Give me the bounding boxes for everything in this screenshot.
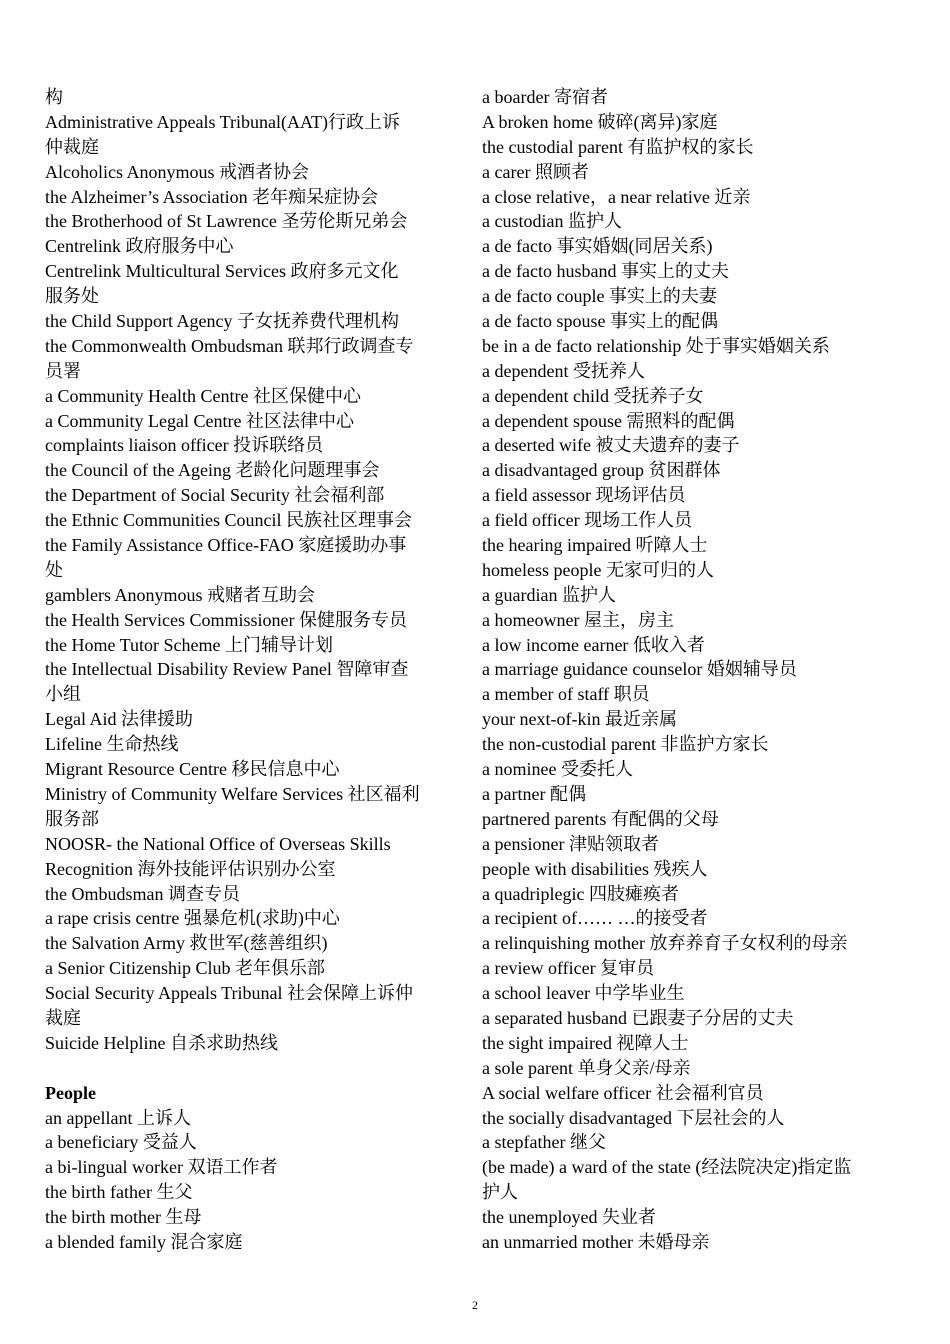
- glossary-line: a de facto couple 事实上的夫妻: [482, 286, 717, 307]
- glossary-line: 服务部: [45, 808, 99, 829]
- glossary-line: the Alzheimer’s Association 老年痴呆症协会: [45, 186, 379, 207]
- glossary-line: a disadvantaged group 贫困群体: [482, 460, 721, 481]
- glossary-line: (be made) a ward of the state (经法院决定)指定监: [482, 1157, 852, 1178]
- glossary-line: a bi-lingual worker 双语工作者: [45, 1157, 278, 1178]
- glossary-line: a member of staff 职员: [482, 684, 650, 705]
- glossary-line: a sole parent 单身父亲/母亲: [482, 1057, 691, 1078]
- glossary-line: a separated husband 已跟妻子分居的丈夫: [482, 1007, 794, 1028]
- glossary-line: a de facto husband 事实上的丈夫: [482, 261, 729, 282]
- glossary-line: the unemployed 失业者: [482, 1207, 656, 1228]
- glossary-line: Legal Aid 法律援助: [45, 709, 193, 730]
- glossary-line: a Senior Citizenship Club 老年俱乐部: [45, 958, 325, 979]
- glossary-line: a field assessor 现场评估员: [482, 485, 686, 506]
- glossary-line: 小组: [45, 684, 81, 705]
- glossary-line: a rape crisis centre 强暴危机(求助)中心: [45, 908, 340, 929]
- glossary-line: the Commonwealth Ombudsman 联邦行政调查专: [45, 335, 414, 356]
- glossary-line: the Intellectual Disability Review Panel 智障审查: [45, 659, 409, 680]
- glossary-line: your next-of-kin 最近亲属: [482, 709, 677, 730]
- glossary-line: a review officer 复审员: [482, 958, 655, 979]
- glossary-line: 处: [45, 559, 63, 580]
- right-column: [482, 85, 912, 1255]
- glossary-line: a boarder 寄宿者: [482, 87, 608, 107]
- glossary-line: the Home Tutor Scheme 上门辅导计划: [45, 634, 333, 655]
- glossary-line: Centrelink 政府服务中心: [45, 236, 234, 257]
- glossary-line: a homeowner 屋主，房主: [482, 609, 674, 630]
- glossary-line: the hearing impaired 听障人士: [482, 535, 708, 556]
- glossary-line: A broken home 破碎(离异)家庭: [482, 111, 718, 132]
- glossary-line: the non-custodial parent 非监护方家长: [482, 734, 769, 755]
- glossary-line: complaints liaison officer 投诉联络员: [45, 435, 324, 456]
- glossary-line: the sight impaired 视障人士: [482, 1032, 689, 1053]
- glossary-line: 裁庭: [45, 1007, 81, 1028]
- glossary-line: Recognition 海外技能评估识别办公室: [45, 858, 336, 879]
- glossary-line: the birth father 生父: [45, 1182, 193, 1203]
- glossary-line: the Salvation Army 救世军(慈善组织): [45, 933, 328, 954]
- glossary-line: the Department of Social Security 社会福利部: [45, 485, 385, 506]
- glossary-line: a de facto 事实婚姻(同居关系): [482, 236, 713, 257]
- glossary-line: a school leaver 中学毕业生: [482, 983, 685, 1004]
- glossary-line: Social Security Appeals Tribunal 社会保障上诉仲: [45, 983, 413, 1004]
- glossary-line: the birth mother 生母: [45, 1207, 202, 1228]
- left-column: [45, 85, 470, 1255]
- glossary-line: a dependent 受抚养人: [482, 360, 645, 381]
- glossary-line: a pensioner 津贴领取者: [482, 833, 659, 854]
- glossary-line: the socially disadvantaged 下层社会的人: [482, 1107, 785, 1128]
- glossary-line: a stepfather 继父: [482, 1132, 606, 1153]
- glossary-line: a partner 配偶: [482, 783, 586, 804]
- left-entry-list: [45, 85, 470, 1056]
- glossary-line: a carer 照顾者: [482, 161, 589, 182]
- glossary-line: a quadriplegic 四肢瘫痪者: [482, 883, 679, 904]
- glossary-line: Ministry of Community Welfare Services 社区福利: [45, 783, 420, 804]
- glossary-line: a Community Health Centre 社区保健中心: [45, 385, 361, 406]
- glossary-line: a guardian 监护人: [482, 584, 616, 605]
- glossary-line: partnered parents 有配偶的父母: [482, 808, 719, 829]
- glossary-line: Migrant Resource Centre 移民信息中心: [45, 759, 340, 780]
- glossary-line: 构: [45, 87, 63, 107]
- glossary-line: the Family Assistance Office-FAO 家庭援助办事: [45, 535, 407, 556]
- glossary-line: 仲裁庭: [45, 136, 99, 157]
- glossary-line: a dependent spouse 需照料的配偶: [482, 410, 735, 431]
- glossary-line: A social welfare officer 社会福利官员: [482, 1082, 764, 1103]
- glossary-line: a dependent child 受抚养子女: [482, 385, 704, 406]
- glossary-line: the custodial parent 有监护权的家长: [482, 136, 754, 157]
- glossary-line: a low income earner 低收入者: [482, 634, 705, 655]
- glossary-line: a de facto spouse 事实上的配偶: [482, 311, 718, 332]
- glossary-line: a relinquishing mother 放弃养育子女权利的母亲: [482, 933, 848, 954]
- glossary-line: an appellant 上诉人: [45, 1107, 191, 1128]
- glossary-line: Alcoholics Anonymous 戒酒者协会: [45, 161, 309, 182]
- right-entry-list: [482, 85, 912, 1255]
- page-number: 2: [472, 1298, 478, 1312]
- glossary-line: the Ombudsman 调查专员: [45, 883, 240, 904]
- glossary-line: 员署: [45, 360, 81, 381]
- glossary-line: the Health Services Commissioner 保健服务专员: [45, 609, 407, 630]
- glossary-line: a close relative，a near relative 近亲: [482, 186, 751, 207]
- glossary-line: the Child Support Agency 子女抚养费代理机构: [45, 311, 399, 332]
- glossary-line: Suicide Helpline 自杀求助热线: [45, 1032, 278, 1053]
- glossary-line: NOOSR- the National Office of Overseas Skills: [45, 833, 391, 854]
- glossary-line: homeless people 无家可归的人: [482, 559, 714, 580]
- glossary-line: a blended family 混合家庭: [45, 1231, 243, 1252]
- glossary-line: a nominee 受委托人: [482, 759, 633, 780]
- glossary-line: a marriage guidance counselor 婚姻辅导员: [482, 659, 797, 680]
- glossary-line: a recipient of…… …的接受者: [482, 908, 708, 929]
- glossary-line: an unmarried mother 未婚母亲: [482, 1231, 710, 1252]
- people-entry-list: [45, 1106, 470, 1255]
- glossary-line: the Brotherhood of St Lawrence 圣劳伦斯兄弟会: [45, 211, 408, 232]
- glossary-line: 护人: [482, 1182, 518, 1203]
- glossary-line: the Council of the Ageing 老龄化问题理事会: [45, 460, 380, 481]
- spacer: [45, 1056, 470, 1081]
- glossary-line: a custodian 监护人: [482, 211, 622, 232]
- glossary-line: people with disabilities 残疾人: [482, 858, 708, 879]
- glossary-line: a Community Legal Centre 社区法律中心: [45, 410, 354, 431]
- glossary-line: a deserted wife 被丈夫遗弃的妻子: [482, 435, 740, 456]
- glossary-line: gamblers Anonymous 戒赌者互助会: [45, 584, 315, 605]
- section-heading-people: People: [45, 1082, 96, 1103]
- glossary-line: Lifeline 生命热线: [45, 734, 179, 755]
- glossary-line: a field officer 现场工作人员: [482, 510, 693, 531]
- glossary-line: Centrelink Multicultural Services 政府多元文化: [45, 261, 399, 282]
- glossary-line: be in a de facto relationship 处于事实婚姻关系: [482, 335, 830, 356]
- glossary-line: a beneficiary 受益人: [45, 1132, 197, 1153]
- glossary-line: Administrative Appeals Tribunal(AAT)行政上诉: [45, 111, 400, 132]
- glossary-line: 服务处: [45, 286, 99, 307]
- glossary-line: the Ethnic Communities Council 民族社区理事会: [45, 510, 412, 531]
